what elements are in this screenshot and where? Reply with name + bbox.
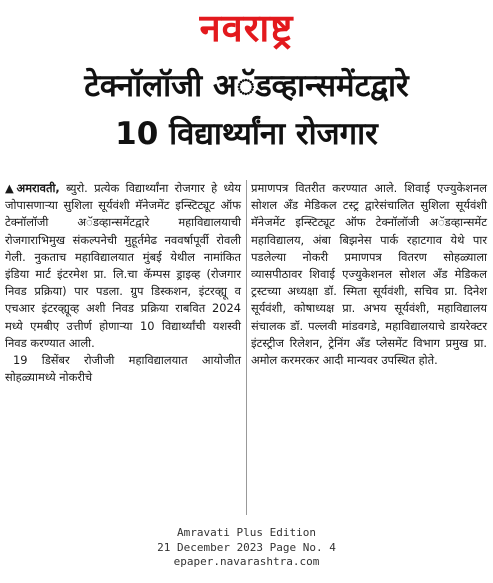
article-column-1 bbox=[5, 180, 241, 520]
article-paragraph-3: प्रमाणपत्र वितरीत करण्यात आले. शिवाई एज्युकेशनल सोशल अँड मेडिकल टस्ट्र द्वारेसंचालित सुशिला सूर्यवंशी मॅनेजमेंट इन्स्टिट्यूट ऑफ टेक्नॉलॉजी अॅडव्हान्समेंट महाविद्यालय, अंबा बिझनेस पार्क रहाटगाव येथे पार पडलेल्या नोकरी प्रमाणपत्र वितरण सोहळ्याला व्यासपीठावर शिवाई एज्युकेशनल सोशल अँड मेडिकल ट्रस्टच्या अध्यक्षा डॉ. स्मिता सूर्यवंशी, सचिव प्रा. दिनेश सूर्यवंशी, कोषाध्यक्ष प्रा. अभय सूर्यवंशी, महाविद्यालय संचालक डॉ. पल्लवी मांडवगडे, महाविद्यालयाचे डायरेक्टर इंटस्ट्रीज रिलेशन, ट्रेनिंग अँड प्लेसमेंट विभाग प्रमुख प्रा. अमोल करमरकर आदी मान्यवर उपस्थित होते. bbox=[251, 181, 487, 368]
article-paragraph-1 bbox=[5, 180, 241, 352]
edition-name: Amravati Plus Edition bbox=[176, 526, 317, 539]
masthead-title: नवराष्ट्र bbox=[199, 6, 294, 50]
headline-line-1: टेक्नॉलॉजी अॅडव्हान्समेंटद्वारे bbox=[84, 68, 409, 104]
paragraph-text: ब्युरो. प्रत्येक विद्यार्थ्यांना रोजगार हे ध्येय जोपासणाऱ्या सुशिला सूर्यवंशी मॅनेजमेंट इन्स्टिट्यूट ऑफ टेक्नॉलॉजी अॅडव्हान्समेंटद्वारे महाविद्यालयाची रोजगाराभिमुख संकल्पनेची मुहूर्तमेढ नववर्षापूर्वी रोवली गेली. नुकताच महाविद्यालयात मुंबई येथील नामांकित इंडिया मार्ट इंटरमेश प्रा. लि.चा कॅम्पस ड्राइव्ह (रोजगार निवड प्रक्रिया) पार पडला. ग्रुप डिस्कशन, इंटरव्ह्यू व एचआर इंटरव्ह्यूव्ह अशी निवड प्रक्रिया राबवित 2024 मध्ये एमबीए उत्तीर्ण होणाऱ्या 10 विद्यार्थ्यांची यशस्वी निवड करण्यात आली. bbox=[5, 181, 242, 350]
headline-line-2: 10 विद्यार्थ्यांना रोजगार bbox=[115, 116, 378, 152]
article-paragraph-2: 19 डिसेंबर रोजीजी महाविद्यालयात आयोजीत सोहळ्यामध्ये नोकरीचे bbox=[5, 353, 241, 385]
edition-date-page: 21 December 2023 Page No. 4 bbox=[157, 540, 336, 554]
dateline-marker-icon: ▲ bbox=[5, 181, 17, 195]
article-column-2 bbox=[251, 180, 487, 520]
epaper-url[interactable]: epaper.navarashtra.com bbox=[173, 555, 320, 568]
column-divider bbox=[246, 180, 247, 515]
masthead bbox=[0, 4, 493, 52]
dateline: अमरावती, bbox=[16, 181, 60, 195]
edition-footer bbox=[0, 526, 493, 570]
headline bbox=[0, 62, 493, 158]
